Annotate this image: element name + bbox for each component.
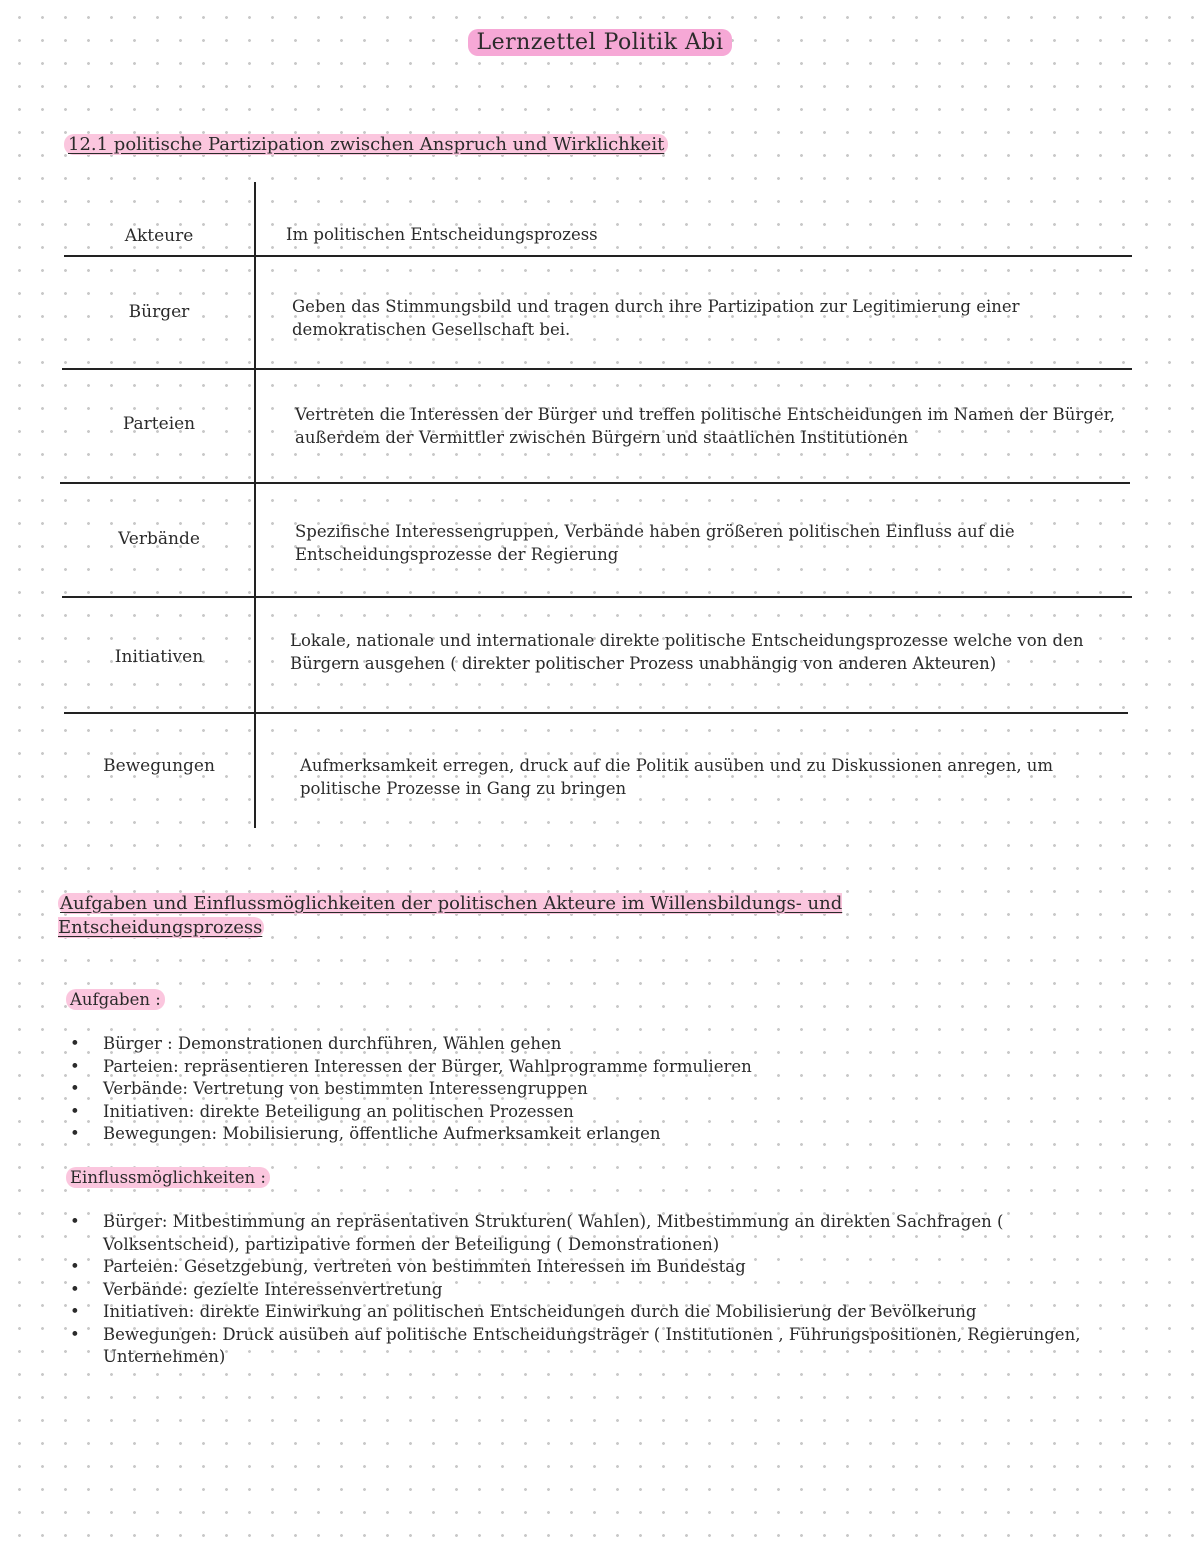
table-row-divider (62, 368, 1132, 370)
list-item: • Parteien: repräsentieren Interessen der Bürger, Wahlprogramme formulieren (70, 1056, 1110, 1079)
table-cell-actor: Verbände (118, 529, 200, 549)
table-header-actors: Akteure (124, 226, 194, 246)
table-row-divider (64, 255, 1132, 257)
table-row-divider (64, 712, 1128, 714)
list-item: • Bewegungen: Mobilisierung, öffentliche Aufmerksamkeit erlangen (70, 1123, 1110, 1146)
page-title (0, 30, 1200, 55)
list-item: • Bewegungen: Druck ausüben auf politische Entscheidungsträger ( Institutionen , Führungspositionen, Regierungen, Unternehmen) (70, 1324, 1110, 1369)
table-cell-actor: Parteien (122, 414, 196, 434)
aufgaben-list (70, 1033, 1110, 1146)
einfluss-list (70, 1211, 1110, 1369)
table-cell-description: Aufmerksamkeit erregen, druck auf die Politik ausüben und zu Diskussionen anregen, um politische Prozesse in Gang zu bringen (300, 756, 1054, 798)
table-cell-actor: Bürger (128, 302, 190, 322)
subheading-aufgaben: Aufgaben : (66, 990, 165, 1009)
list-item: • Initiativen: direkte Beteiligung an politischen Prozessen (70, 1101, 1110, 1124)
table-row-divider (62, 596, 1132, 598)
page-title-text: Lernzettel Politik Abi (468, 29, 731, 56)
table-cell-description: Spezifische Interessengruppen, Verbände haben größeren politischen Einfluss auf die Entscheidungsprozesse der Regierung (295, 522, 1015, 564)
list-item: • Parteien: Gesetzgebung, vertreten von bestimmten Interessen im Bundestag (70, 1256, 1110, 1279)
table-cell-description: Geben das Stimmungsbild und tragen durch ihre Partizipation zur Legitimierung einer demokratischen Gesellschaft bei. (292, 297, 1020, 339)
section-heading-tasks-influence: Aufgaben und Einflussmöglichkeiten der politischen Akteure im Willensbildungs- und Entscheidungsprozess (58, 893, 843, 938)
table-row-divider (60, 482, 1130, 484)
list-item: • Bürger: Mitbestimmung an repräsentativen Strukturen( Wahlen), Mitbestimmung an direkten Sachfragen ( Volksentscheid), partizipative formen der Beteiligung ( Demonstrationen) (70, 1211, 1110, 1256)
table-header-process: Im politischen Entscheidungsprozess (286, 225, 598, 244)
table-column-divider (254, 182, 256, 828)
table-cell-actor: Initiativen (114, 647, 204, 667)
section-heading-participation: 12.1 politische Partizipation zwischen Anspruch und Wirklichkeit (64, 134, 668, 155)
subheading-einflussmoeglichkeiten: Einflussmöglichkeiten : (66, 1168, 270, 1187)
table-cell-actor: Bewegungen (103, 756, 215, 776)
list-item: • Bürger : Demonstrationen durchführen, Wählen gehen (70, 1033, 1110, 1056)
table-cell-description: Vertreten die Interessen der Bürger und treffen politische Entscheidungen im Namen der Bürger, außerdem der Vermittler zwischen Bürgern und staatlichen Institutionen (295, 405, 1115, 447)
list-item: • Verbände: gezielte Interessenvertretung (70, 1279, 1110, 1302)
list-item: • Verbände: Vertretung von bestimmten Interessengruppen (70, 1078, 1110, 1101)
list-item: • Initiativen: direkte Einwirkung an politischen Entscheidungen durch die Mobilisierung der Bevölkerung (70, 1301, 1110, 1324)
table-cell-description: Lokale, nationale und internationale direkte politische Entscheidungsprozesse welche von den Bürgern ausgehen ( direkter politischer Prozess unabhängig von anderen Akteuren) (290, 631, 1084, 673)
